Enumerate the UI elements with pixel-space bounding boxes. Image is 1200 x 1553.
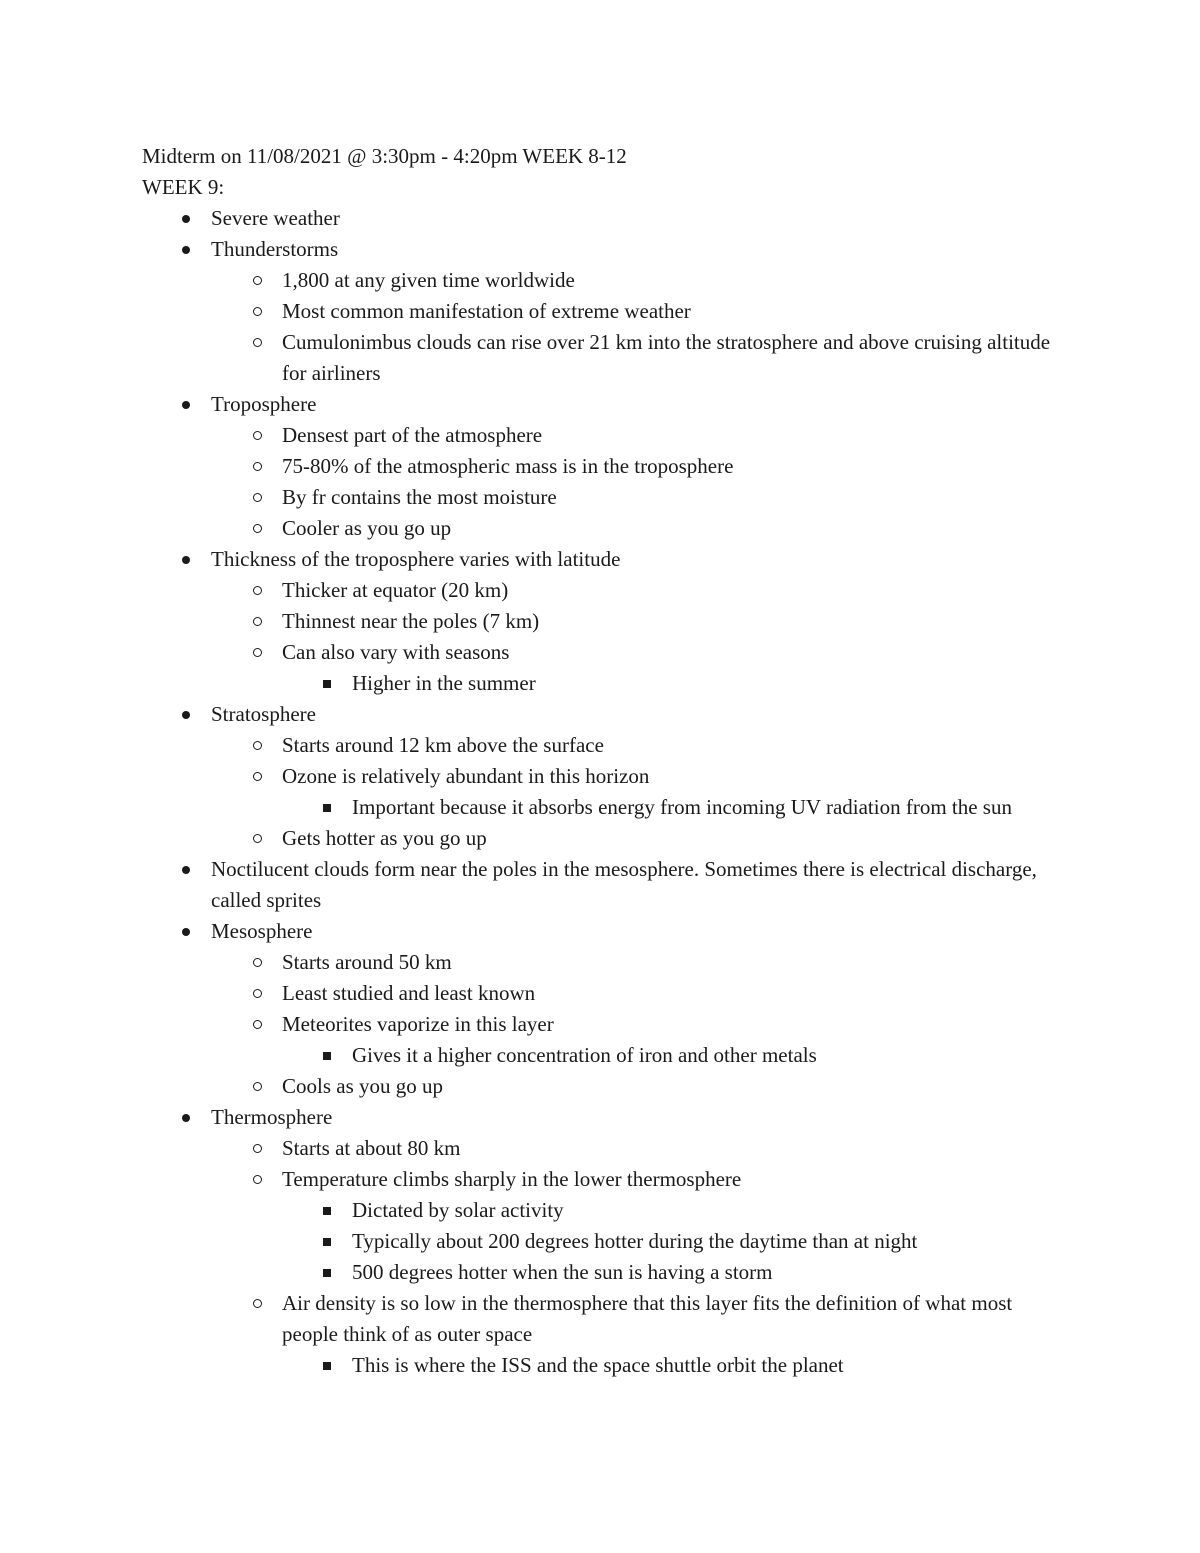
- hollow-circle-bullet-icon: [247, 947, 267, 978]
- sub-list: [142, 730, 1072, 854]
- filled-square-bullet-icon: [317, 668, 337, 699]
- sub-item: [142, 1288, 1072, 1350]
- sub-item: [142, 978, 1072, 1009]
- hollow-circle-bullet-icon: [247, 1288, 267, 1319]
- outline-item-text: Severe weather: [211, 206, 340, 230]
- hollow-circle-bullet-icon: [247, 513, 267, 544]
- outline-item: [142, 389, 1072, 420]
- document-body: [142, 141, 1072, 1381]
- sub-item: [142, 1009, 1072, 1040]
- outline-item-text: Troposphere: [211, 392, 317, 416]
- filled-circle-bullet-icon: [176, 544, 196, 575]
- hollow-circle-bullet-icon: [247, 823, 267, 854]
- filled-circle-bullet-icon: [176, 916, 196, 947]
- outline-item: [142, 234, 1072, 265]
- sub-sub-list: [142, 1195, 1072, 1288]
- sub-sub-item: [142, 1257, 1072, 1288]
- midterm-header-line: Midterm on 11/08/2021 @ 3:30pm - 4:20pm WEEK 8-12: [142, 144, 627, 168]
- filled-circle-bullet-icon: [176, 699, 196, 730]
- sub-sub-item-text: Important because it absorbs energy from incoming UV radiation from the sun: [352, 795, 1012, 819]
- filled-square-bullet-icon: [317, 1350, 337, 1381]
- filled-circle-bullet-icon: [176, 389, 196, 420]
- sub-item: [142, 761, 1072, 792]
- sub-sub-list: [142, 792, 1072, 823]
- hollow-circle-bullet-icon: [247, 1009, 267, 1040]
- sub-item-text: Cooler as you go up: [282, 516, 452, 540]
- filled-square-bullet-icon: [317, 1226, 337, 1257]
- hollow-circle-bullet-icon: [247, 296, 267, 327]
- sub-item-text: Thicker at equator (20 km): [282, 578, 509, 602]
- sub-item-text: Meteorites vaporize in this layer: [282, 1012, 554, 1036]
- outline-item-text: Thermosphere: [211, 1105, 333, 1129]
- sub-sub-item-text: Dictated by solar activity: [352, 1198, 564, 1222]
- week-label: WEEK 9:: [142, 175, 225, 199]
- sub-item-text: Densest part of the atmosphere: [282, 423, 543, 447]
- sub-item-text: Least studied and least known: [282, 981, 536, 1005]
- sub-item: [142, 265, 1072, 296]
- sub-list: [142, 947, 1072, 1102]
- outline-item: [142, 916, 1072, 947]
- sub-item: [142, 327, 1072, 389]
- sub-sub-item: [142, 1040, 1072, 1071]
- hollow-circle-bullet-icon: [247, 575, 267, 606]
- filled-circle-bullet-icon: [176, 234, 196, 265]
- hollow-circle-bullet-icon: [247, 451, 267, 482]
- sub-item: [142, 1133, 1072, 1164]
- hollow-circle-bullet-icon: [247, 761, 267, 792]
- sub-sub-item-text: Typically about 200 degrees hotter during the daytime than at night: [352, 1229, 918, 1253]
- sub-sub-item: [142, 1226, 1072, 1257]
- sub-item-text: Starts around 12 km above the surface: [282, 733, 604, 757]
- outline-item: [142, 854, 1072, 916]
- sub-item: [142, 730, 1072, 761]
- hollow-circle-bullet-icon: [247, 327, 267, 358]
- sub-item: [142, 823, 1072, 854]
- sub-sub-item-text: 500 degrees hotter when the sun is having a storm: [352, 1260, 773, 1284]
- filled-square-bullet-icon: [317, 792, 337, 823]
- sub-item: [142, 1071, 1072, 1102]
- sub-item-text: Can also vary with seasons: [282, 640, 510, 664]
- outline-item-text: Stratosphere: [211, 702, 316, 726]
- hollow-circle-bullet-icon: [247, 265, 267, 296]
- hollow-circle-bullet-icon: [247, 420, 267, 451]
- sub-item: [142, 513, 1072, 544]
- notes-outline: [142, 203, 1072, 1381]
- sub-item-text: Air density is so low in the thermosphere that this layer fits the definition of what most people think of as outer space: [282, 1291, 1013, 1346]
- sub-list: [142, 420, 1072, 544]
- hollow-circle-bullet-icon: [247, 1071, 267, 1102]
- sub-item-text: Temperature climbs sharply in the lower thermosphere: [282, 1167, 742, 1191]
- sub-list: [142, 575, 1072, 699]
- sub-item-text: 75-80% of the atmospheric mass is in the troposphere: [282, 454, 734, 478]
- hollow-circle-bullet-icon: [247, 1164, 267, 1195]
- sub-item-text: Ozone is relatively abundant in this horizon: [282, 764, 650, 788]
- sub-item: [142, 1164, 1072, 1195]
- sub-sub-item-text: This is where the ISS and the space shuttle orbit the planet: [352, 1353, 844, 1377]
- filled-circle-bullet-icon: [176, 854, 196, 885]
- sub-item-text: 1,800 at any given time worldwide: [282, 268, 575, 292]
- sub-sub-item: [142, 1350, 1072, 1381]
- hollow-circle-bullet-icon: [247, 482, 267, 513]
- hollow-circle-bullet-icon: [247, 606, 267, 637]
- hollow-circle-bullet-icon: [247, 637, 267, 668]
- sub-item: [142, 575, 1072, 606]
- sub-item: [142, 606, 1072, 637]
- filled-circle-bullet-icon: [176, 203, 196, 234]
- sub-item-text: Cools as you go up: [282, 1074, 444, 1098]
- sub-item: [142, 637, 1072, 668]
- sub-list: [142, 265, 1072, 389]
- sub-item-text: Most common manifestation of extreme weather: [282, 299, 691, 323]
- sub-sub-list: [142, 1350, 1072, 1381]
- sub-item-text: Thinnest near the poles (7 km): [282, 609, 540, 633]
- hollow-circle-bullet-icon: [247, 730, 267, 761]
- sub-item-text: Starts around 50 km: [282, 950, 452, 974]
- sub-list: [142, 1133, 1072, 1381]
- filled-square-bullet-icon: [317, 1257, 337, 1288]
- outline-item-text: Mesosphere: [211, 919, 313, 943]
- sub-item: [142, 482, 1072, 513]
- outline-item: [142, 699, 1072, 730]
- outline-item: [142, 1102, 1072, 1133]
- sub-sub-item-text: Gives it a higher concentration of iron and other metals: [352, 1043, 817, 1067]
- filled-square-bullet-icon: [317, 1195, 337, 1226]
- sub-item: [142, 947, 1072, 978]
- filled-circle-bullet-icon: [176, 1102, 196, 1133]
- outline-item-text: Thickness of the troposphere varies with latitude: [211, 547, 621, 571]
- filled-square-bullet-icon: [317, 1040, 337, 1071]
- outline-item: [142, 544, 1072, 575]
- outline-item-text: Noctilucent clouds form near the poles in the mesosphere. Sometimes there is electrical discharge, called sprites: [211, 857, 1037, 912]
- sub-item: [142, 420, 1072, 451]
- outline-item: [142, 203, 1072, 234]
- outline-item-text: Thunderstorms: [211, 237, 339, 261]
- sub-item-text: Cumulonimbus clouds can rise over 21 km into the stratosphere and above cruising altitude for airliners: [282, 330, 1051, 385]
- sub-sub-item: [142, 668, 1072, 699]
- hollow-circle-bullet-icon: [247, 1133, 267, 1164]
- sub-item: [142, 451, 1072, 482]
- sub-item: [142, 296, 1072, 327]
- hollow-circle-bullet-icon: [247, 978, 267, 1009]
- sub-item-text: Gets hotter as you go up: [282, 826, 487, 850]
- sub-sub-item: [142, 792, 1072, 823]
- sub-sub-item: [142, 1195, 1072, 1226]
- sub-sub-item-text: Higher in the summer: [352, 671, 536, 695]
- sub-sub-list: [142, 668, 1072, 699]
- sub-item-text: Starts at about 80 km: [282, 1136, 461, 1160]
- sub-sub-list: [142, 1040, 1072, 1071]
- sub-item-text: By fr contains the most moisture: [282, 485, 557, 509]
